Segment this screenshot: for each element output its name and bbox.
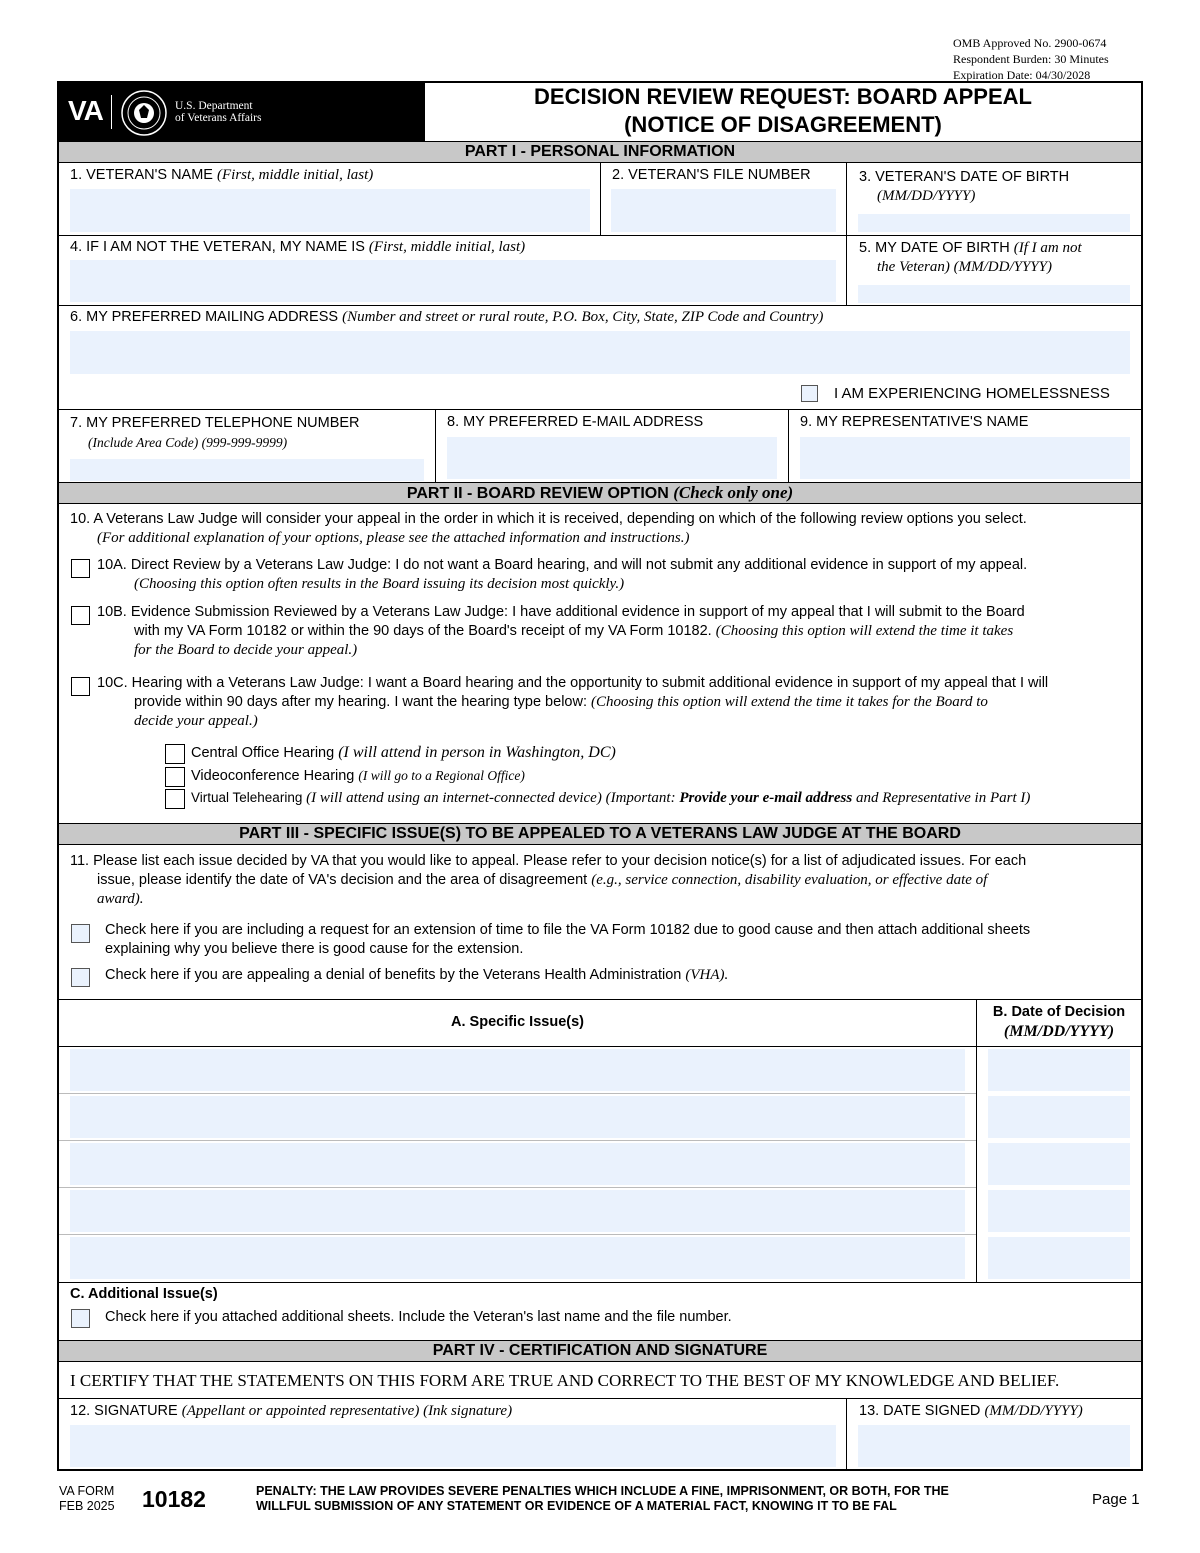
issue-field[interactable] <box>70 1190 965 1232</box>
date-field[interactable] <box>988 1143 1130 1185</box>
form-date: FEB 2025 <box>59 1499 115 1513</box>
central-office-hearing-label <box>191 743 616 763</box>
divider <box>59 1234 976 1235</box>
option10-intro <box>70 510 1132 548</box>
part2-heading <box>59 482 1141 504</box>
option-10c-label <box>97 674 1137 731</box>
representative-field[interactable] <box>800 437 1130 479</box>
c-text1: 10C. Hearing with a Veterans Law Judge: I want a Board hearing and the opportunity to submit additional evidence in support of my appeal that I will <box>97 675 1049 691</box>
homeless-label: I AM EXPERIENCING HOMELESSNESS <box>834 385 1110 402</box>
dept-line2: of Veterans Affairs <box>175 112 262 124</box>
divider <box>600 163 601 235</box>
col-b1: B. Date of Decision <box>992 1004 1126 1020</box>
form-number: 10182 <box>142 1486 206 1512</box>
option-10a-checkbox[interactable] <box>71 559 90 578</box>
extension-request-label <box>105 921 1135 959</box>
title-line1: DECISION REVIEW REQUEST: BOARD APPEAL <box>534 84 1032 109</box>
penalty-line1: PENALTY: THE LAW PROVIDES SEVERE PENALTIES WHICH INCLUDE A FINE, IMPRISONMENT, OR BOTH, FOR THE <box>256 1484 949 1498</box>
b-hint2: for the Board to decide your appeal.) <box>134 642 358 658</box>
divider <box>59 1140 976 1141</box>
date-field[interactable] <box>988 1049 1130 1091</box>
additional-issues-label: C. Additional Issue(s) <box>70 1286 218 1302</box>
b-text1: 10B. Evidence Submission Reviewed by a Veterans Law Judge: I have additional evidence in support of my appeal that I will submit to the Board <box>97 604 1025 620</box>
penalty-notice <box>256 1484 949 1514</box>
c-hint2: decide your appeal.) <box>134 713 258 729</box>
penalty-line2: WILLFUL SUBMISSION OF ANY STATEMENT OR EVIDENCE OF A MATERIAL FACT, KNOWING IT TO BE FAL <box>256 1499 897 1513</box>
h1-label: Central Office Hearing <box>191 745 339 761</box>
f13-label: 13. DATE SIGNED <box>859 1403 985 1419</box>
f7-hint: (Include Area Code) (999-999-9999) <box>88 435 288 450</box>
virtual-telehearing-checkbox[interactable] <box>165 789 185 809</box>
h2-hint: (I will go to a Regional Office) <box>358 768 525 783</box>
issues-intro-2: issue, please identify the date of VA's decision and the area of disagreement <box>97 872 592 888</box>
signature-field[interactable] <box>70 1425 836 1467</box>
mailing-address-field[interactable] <box>70 331 1130 374</box>
f5-label: 5. MY DATE OF BIRTH <box>859 240 1014 256</box>
part2-heading-hint: (Check only one) <box>673 483 794 502</box>
va-logo-text: VA <box>68 95 103 126</box>
veteran-dob-label <box>859 168 1069 206</box>
date-signed-label <box>859 1402 1083 1421</box>
f7-label: 7. MY PREFERRED TELEPHONE NUMBER <box>70 415 360 431</box>
representative-label: 9. MY REPRESENTATIVE'S NAME <box>800 414 1029 430</box>
mailing-address-label <box>70 308 823 327</box>
f13-hint: (MM/DD/YYYY) <box>984 1403 1083 1419</box>
a-hint: (Choosing this option often results in the Board issuing its decision most quickly.) <box>134 576 625 592</box>
omb-info <box>953 35 1109 83</box>
veteran-name-label <box>70 166 373 185</box>
a-text: 10A. Direct Review by a Veterans Law Judge: I do not want a Board hearing, and will not submit any additional evidence in support of my appeal. <box>97 557 1028 573</box>
option-10b-checkbox[interactable] <box>71 606 90 625</box>
column-divider <box>976 999 977 1282</box>
issue-field[interactable] <box>70 1237 965 1279</box>
divider <box>846 1398 847 1469</box>
videoconference-hearing-label <box>191 766 525 786</box>
intro-hint: (For additional explanation of your options, please see the attached information and instructions.) <box>97 530 690 546</box>
virtual-telehearing-label <box>191 788 1030 808</box>
f6-hint: (Number and street or rural route, P.O. Box, City, State, ZIP Code and Country) <box>342 309 824 325</box>
date-field[interactable] <box>988 1237 1130 1279</box>
part4-heading: PART IV - CERTIFICATION AND SIGNATURE <box>59 1340 1141 1362</box>
divider <box>59 999 1141 1000</box>
b-hint1: (Choosing this option will extend the time it takes <box>715 623 1014 639</box>
h2-label: Videoconference Hearing <box>191 768 359 784</box>
c-text2: provide within 90 days after my hearing. I want the hearing type below: <box>134 694 592 710</box>
certification-statement: I CERTIFY THAT THE STATEMENTS ON THIS FORM ARE TRUE AND CORRECT TO THE BEST OF MY KNOWLEDGE AND BELIEF. <box>70 1371 1060 1390</box>
f5-hint1: (If I am not <box>1013 240 1082 256</box>
signature-label <box>70 1402 512 1421</box>
divider <box>59 409 1141 410</box>
f4-label: 4. IF I AM NOT THE VETERAN, MY NAME IS <box>70 239 369 255</box>
issues-intro-hint2: award). <box>97 891 144 907</box>
logo-divider <box>111 95 112 129</box>
divider <box>59 235 1141 236</box>
email-field[interactable] <box>447 437 777 479</box>
vha-denial-label <box>105 966 728 985</box>
f12-hint: (Appellant or appointed representative) (Ink signature) <box>181 1403 513 1419</box>
email-label: 8. MY PREFERRED E-MAIL ADDRESS <box>447 414 704 430</box>
va-dept-name <box>175 100 261 124</box>
page-number: Page 1 <box>1092 1491 1140 1508</box>
issue-field[interactable] <box>70 1143 965 1185</box>
issue-field[interactable] <box>70 1096 965 1138</box>
f1-label: 1. VETERAN'S NAME <box>70 167 217 183</box>
option-10a-label <box>97 556 1132 594</box>
decision-date-header <box>977 1003 1141 1041</box>
divider <box>846 163 847 305</box>
omb-burden: Respondent Burden: 30 Minutes <box>953 52 1109 66</box>
issues-intro <box>70 852 1132 909</box>
intro-text: 10. A Veterans Law Judge will consider your appeal in the order in which it is received, depending on which of the following review options you select. <box>70 511 1027 527</box>
extension-request-checkbox[interactable] <box>71 924 90 943</box>
divider <box>59 1046 1141 1047</box>
col-b2: (MM/DD/YYYY) <box>1003 1023 1115 1040</box>
divider <box>59 1282 1141 1283</box>
title-line2: (NOTICE OF DISAGREEMENT) <box>624 112 942 137</box>
date-field[interactable] <box>988 1190 1130 1232</box>
ext-text1: Check here if you are including a request for an extension of time to file the VA Form 10182 due to good cause and then attach additional sheets <box>105 922 1031 938</box>
specific-issue-header: A. Specific Issue(s) <box>451 1014 584 1030</box>
vha-text: Check here if you are appealing a denial of benefits by the Veterans Health Administration <box>105 967 686 983</box>
va-logo-block <box>59 83 425 141</box>
telephone-label <box>70 414 360 452</box>
h3-hint-c: and Representative in Part I) <box>852 790 1031 806</box>
form-id <box>59 1484 115 1514</box>
h1-hint: (I will attend in person in Washington, DC) <box>338 744 616 761</box>
date-signed-field[interactable] <box>858 1425 1130 1467</box>
f3-hint: (MM/DD/YYYY) <box>877 188 976 204</box>
divider <box>788 409 789 482</box>
title-divider <box>424 83 425 141</box>
vha-hint: (VHA). <box>685 967 729 983</box>
h3-label: Virtual Telehearing <box>191 790 307 805</box>
date-field[interactable] <box>988 1096 1130 1138</box>
claimant-dob-label <box>859 239 1082 277</box>
additional-sheets-label: Check here if you attached additional sheets. Include the Veteran's last name and the file number. <box>105 1309 732 1325</box>
divider <box>435 409 436 482</box>
h3-hint-b: Provide your e-mail address <box>679 790 853 806</box>
f6-label: 6. MY PREFERRED MAILING ADDRESS <box>70 309 343 325</box>
f1-hint: (First, middle initial, last) <box>217 167 374 183</box>
file-number-field[interactable] <box>611 189 836 232</box>
issues-intro-hint1: (e.g., service connection, disability evaluation, or effective date of <box>591 872 988 888</box>
va-seal-icon <box>121 90 167 141</box>
veteran-dob-field[interactable] <box>858 214 1130 232</box>
vha-denial-checkbox[interactable] <box>71 968 90 987</box>
f3-label: 3. VETERAN'S DATE OF BIRTH <box>859 169 1070 185</box>
form-title <box>425 83 1141 141</box>
part2-heading-text: PART II - BOARD REVIEW OPTION <box>406 485 674 502</box>
part3-heading: PART III - SPECIFIC ISSUE(S) TO BE APPEALED TO A VETERANS LAW JUDGE AT THE BOARD <box>59 823 1141 845</box>
option-10c-checkbox[interactable] <box>71 677 90 696</box>
divider <box>59 1093 976 1094</box>
h3-hint-a: (I will attend using an internet-connected device) (Important: <box>306 790 680 806</box>
omb-approved: OMB Approved No. 2900-0674 <box>953 36 1107 50</box>
f12-label: 12. SIGNATURE <box>70 1403 182 1419</box>
claimant-dob-field[interactable] <box>858 285 1130 303</box>
central-office-hearing-checkbox[interactable] <box>165 744 185 764</box>
divider <box>59 1398 1141 1399</box>
additional-sheets-checkbox[interactable] <box>71 1309 90 1328</box>
file-number-label: 2. VETERAN'S FILE NUMBER <box>612 167 811 183</box>
issue-field[interactable] <box>70 1049 965 1091</box>
homeless-checkbox[interactable] <box>801 385 818 402</box>
claimant-name-label <box>70 238 525 257</box>
divider <box>59 1187 976 1188</box>
videoconference-hearing-checkbox[interactable] <box>165 767 185 787</box>
f5-hint2: the Veteran) (MM/DD/YYYY) <box>877 259 1052 275</box>
telephone-field[interactable] <box>70 459 424 481</box>
ext-text2: explaining why you believe there is good cause for the extension. <box>105 941 524 957</box>
form-label: VA FORM <box>59 1484 115 1498</box>
divider <box>59 305 1141 306</box>
option-10b-label <box>97 603 1132 660</box>
part1-heading: PART I - PERSONAL INFORMATION <box>59 141 1141 163</box>
c-hint1: (Choosing this option will extend the time it takes for the Board to <box>591 694 988 710</box>
issues-intro-1: 11. Please list each issue decided by VA that you would like to appeal. Please refer to your decision notice(s) for a list of adjudicated issues. For each <box>70 853 1027 869</box>
dept-line1: U.S. Department <box>175 100 253 112</box>
veteran-name-field[interactable] <box>70 189 590 232</box>
omb-expiration: Expiration Date: 04/30/2028 <box>953 68 1091 82</box>
f4-hint: (First, middle initial, last) <box>368 239 526 255</box>
b-text2: with my VA Form 10182 or within the 90 days of the Board's receipt of my VA Form 10182. <box>134 623 716 639</box>
claimant-name-field[interactable] <box>70 260 836 302</box>
